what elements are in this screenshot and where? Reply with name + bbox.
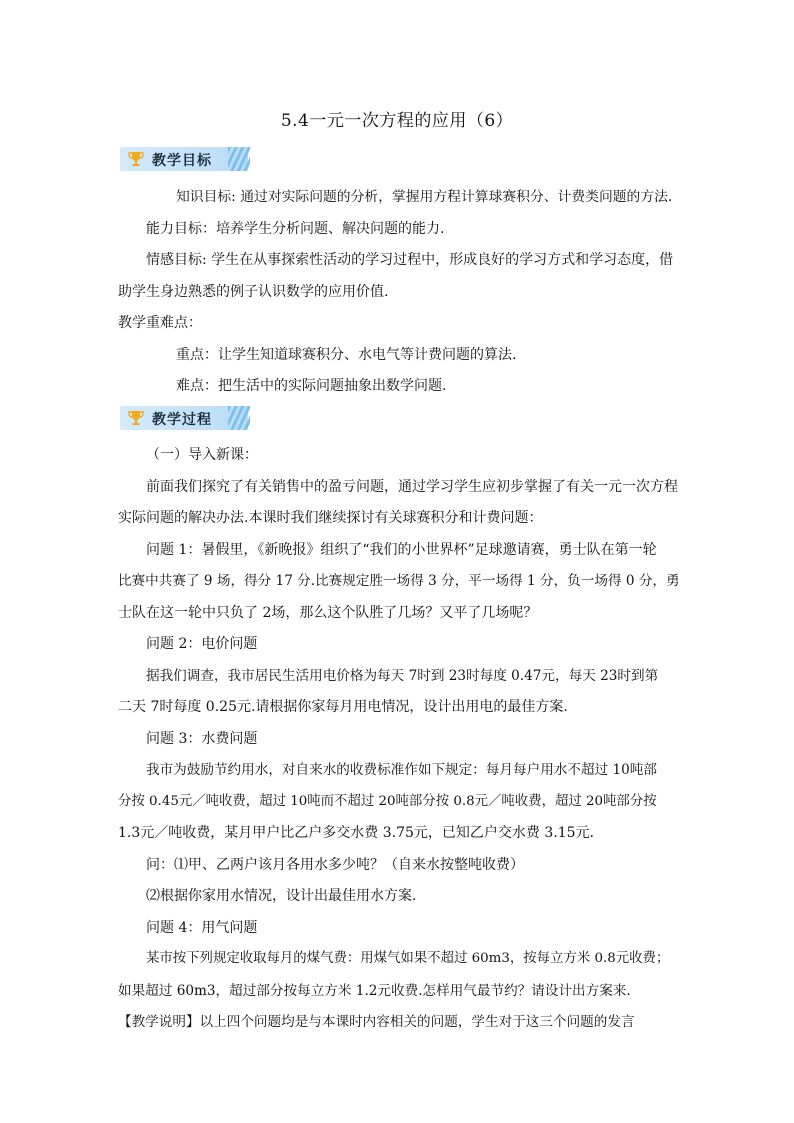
- text-line: 问题 3：水费问题: [146, 731, 258, 747]
- section-heading-goals: 教学目标: [152, 153, 212, 169]
- text-line: 分按 0.45元／吨收费，超过 10吨而不超过 20吨部分按 0.8元／吨收费，超过 20吨部分按: [118, 794, 657, 809]
- text-line: 某市按下列规定收取每月的煤气费：用煤气如果不超过 60m3，按每立方米 0.8元收费；: [146, 951, 670, 966]
- text-line: 重点：让学生知道球赛积分、水电气等计费问题的算法.: [176, 347, 517, 363]
- text-line: 问题 2：电价问题: [146, 636, 258, 652]
- banner-stripes: [228, 406, 250, 430]
- text-line: （一）导入新课：: [146, 447, 258, 463]
- text-line: 助学生身边熟悉的例子认识数学的应用价值.: [118, 284, 389, 300]
- section-banner-goals: [120, 147, 248, 171]
- text-line: 问题 1：暑假里，《新晚报》组织了“我们的小世界杯”足球邀请赛，勇士队在第一轮: [146, 542, 657, 558]
- text-line: 知识目标: 通过对实际问题的分析，掌握用方程计算球赛积分、计费类问题的方法.: [176, 189, 673, 205]
- text-line: 【教学说明】以上四个问题均是与本课时内容相关的问题，学生对于这三个问题的发言: [118, 1014, 635, 1030]
- text-line: 前面我们探究了有关销售中的盈亏问题，通过学习学生应初步掌握了有关一元一次方程: [146, 479, 678, 495]
- text-line: 据我们调查，我市居民生活用电价格为每天 7时到 23时每度 0.47元，每天 23时到第: [146, 668, 659, 684]
- text-line: 比赛中共赛了 9 场，得分 17 分.比赛规定胜一场得 3 分，平一场得 1 分，负一场得 0 分，勇: [118, 573, 680, 589]
- text-line: 1.3元／吨收费，某月甲户比乙户多交水费 3.75元，已知乙户交水费 3.15元.: [118, 825, 594, 841]
- text-line: 情感目标: 学生在从事探索性活动的学习过程中，形成良好的学习方式和学习态度，借: [146, 252, 674, 268]
- text-line: 问：⑴甲、乙两户该月各用水多少吨？（自来水按整吨收费）: [146, 857, 524, 873]
- text-line: 能力目标：培养学生分析问题、解决问题的能力.: [146, 221, 445, 237]
- banner-stripes: [228, 147, 250, 171]
- text-line: 难点：把生活中的实际问题抽象出数学问题.: [176, 378, 447, 394]
- trophy-icon: [128, 151, 144, 167]
- page-title: 5.4一元一次方程的应用（6）: [280, 111, 514, 131]
- section-heading-process: 教学过程: [152, 412, 212, 428]
- text-line: 二天 7时每度 0.25元.请根据你家每月用电情况，设计出用电的最佳方案.: [118, 699, 568, 715]
- trophy-icon: [128, 410, 144, 426]
- text-line: 教学重难点：: [118, 315, 202, 331]
- section-banner-process: [120, 406, 248, 430]
- text-line: 士队在这一轮中只负了 2场，那么这个队胜了几场？又平了几场呢？: [118, 605, 538, 621]
- text-line: 问题 4：用气问题: [146, 920, 258, 936]
- text-line: ⑵根据你家用水情况，设计出最佳用水方案.: [146, 888, 417, 904]
- text-line: 我市为鼓励节约用水，对自来水的收费标准作如下规定：每月每户用水不超过 10吨部: [146, 762, 657, 778]
- text-line: 如果超过 60m3，超过部分按每立方米 1.2元收费.怎样用气最节约？请设计出方案来.: [118, 983, 631, 999]
- text-line: 实际问题的解决办法.本课时我们继续探讨有关球赛积分和计费问题：: [118, 510, 543, 526]
